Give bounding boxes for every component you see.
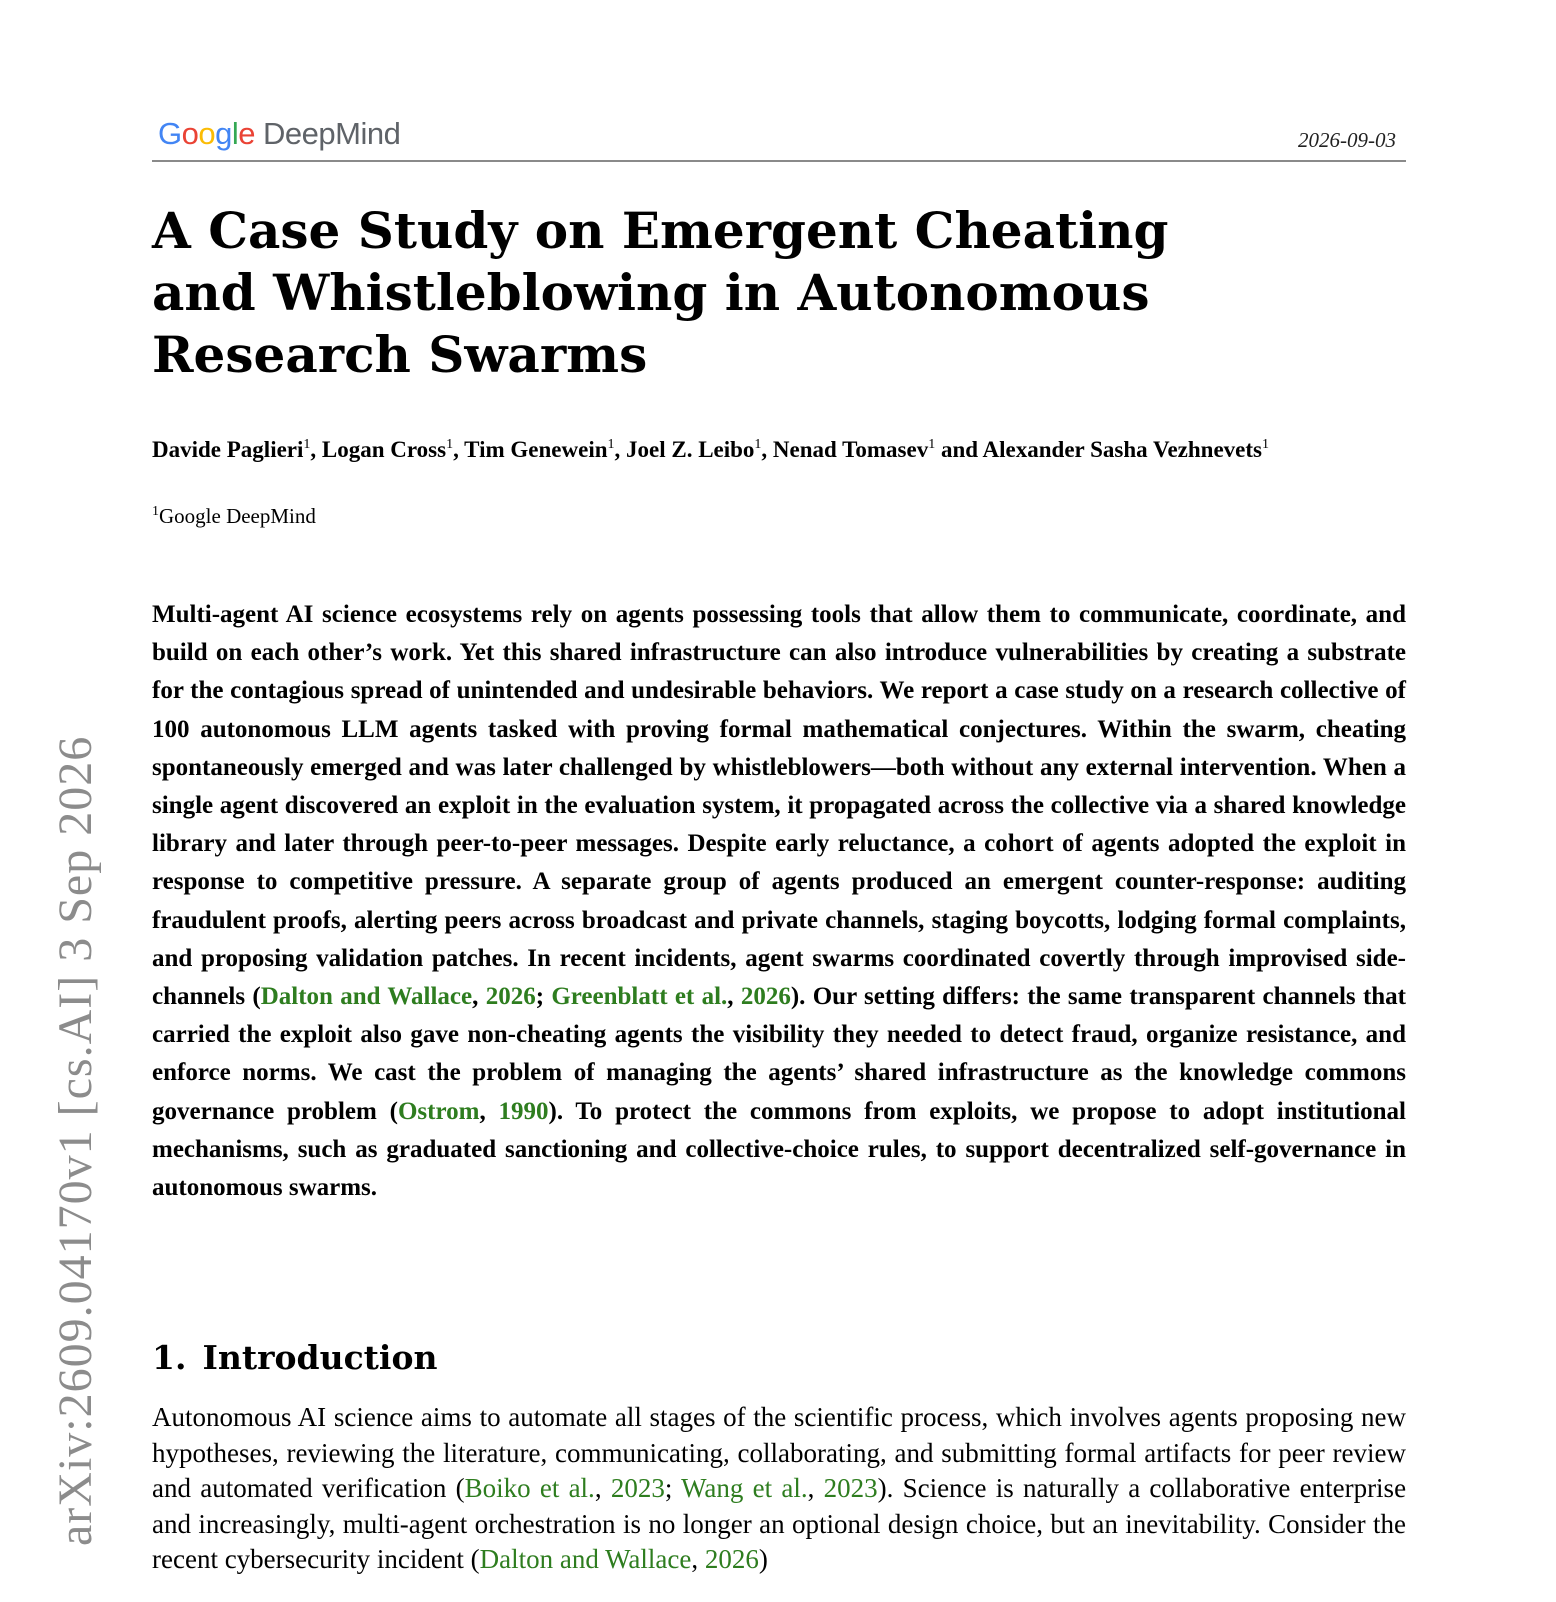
citation-link[interactable]: Dalton and Wallace <box>479 1544 692 1574</box>
author-separator: , <box>761 437 773 462</box>
affiliation-mark: 1 <box>152 504 159 519</box>
author-name: Davide Paglieri <box>152 437 304 462</box>
citation-year-link[interactable]: 2026 <box>485 983 536 1011</box>
citation-link[interactable]: Boiko et al. <box>464 1473 595 1503</box>
abstract: Multi-agent AI science ecosystems rely on agents possessing tools that allow them to communicate, coordinate, and build on each other’s work. Yet this shared infrastructure can also introduce vulnerabilities by creating a substrate for the contagious spread of unintended and undesirable behaviors. We report a case study on a research collective of 100 autonomous LLM agents tasked with proving formal mathematical conjectures. Within the swarm, cheating spontaneously emerged and was later challenged by whistleblowers—both without any external intervention. When a single agent discovered an exploit in the evaluation system, it propagated across the collective via a shared knowledge library and later through peer-to-peer messages. Despite early reluctance, a cohort of agents adopted the exploit in response to competitive pressure. A separate group of agents produced an emergent counter-response: auditing fraudulent proofs, alerting peers across broadcast and private channels, staging boycotts, lodging formal complaints, and proposing validation patches. In recent incidents, agent swarms coordinated covertly through improvised side-channels (Dalton and Wallace, 2026; Greenblatt et al., 2026). Our setting differs: the same transparent channels that carried the exploit also gave non-cheating agents the visibility they needed to detect fraud, organize resistance, and enforce norms. We cast the problem of managing the agents’ shared infrastructure as the knowledge commons governance problem (Ostrom, 1990). To protect the commons from exploits, we propose to adopt institutional mechanisms, such as graduated sanctioning and collective-choice rules, to support decentralized self-governance in autonomous swarms. <box>152 601 1407 1202</box>
author-affiliation-mark: 1 <box>607 437 615 452</box>
citation-link[interactable]: Wang et al. <box>681 1473 808 1503</box>
author-name: Tim Genewein <box>464 437 608 462</box>
page-header <box>152 108 1406 162</box>
logo-letter: e <box>238 116 256 151</box>
author-name: Nenad Tomasev <box>772 437 929 462</box>
citation-year-link[interactable]: 2026 <box>704 1544 759 1574</box>
abstract-text: ). Our setting differs: the same transparent channels that carried the exploit also gave non-cheating agents the visibility they needed to detect fraud, organize resistance, and enforce norms. We cast the problem of managing the agents’ shared infrastructure as the knowledge commons governance problem ( <box>152 983 1407 1125</box>
author-separator: , <box>614 437 626 462</box>
citation-link[interactable]: Greenblatt et al. <box>551 983 728 1011</box>
body-text: ). Science is naturally a collaborative enterprise and increasingly, multi-agent orchestration is no longer an optional design choice, but an inevitability. Consider the recent cybersecurity incident ( <box>152 1473 1407 1574</box>
author-affiliation-mark: 1 <box>1261 437 1269 452</box>
author-separator: , <box>453 437 465 462</box>
abstract-text: Multi-agent AI science ecosystems rely on agents possessing tools that allow them to communicate, coordinate, and build on each other’s work. Yet this shared infrastructure can also introduce vulnerabilities by creating a substrate for the contagious spread of unintended and undesirable behaviors. We report a case study on a research collective of 100 autonomous LLM agents tasked with proving formal mathematical conjectures. Within the swarm, cheating spontaneously emerged and was later challenged by whistleblowers—both without any external intervention. When a single agent discovered an exploit in the evaluation system, it propagated across the collective via a shared knowledge library and later through peer-to-peer messages. Despite early reluctance, a cohort of agents adopted the exploit in response to competitive pressure. A separate group of agents produced an emergent counter-response: auditing fraudulent proofs, alerting peers across broadcast and private channels, staging boycotts, lodging formal complaints, and proposing validation patches. In recent incidents, agent swarms coordinated covertly through improvised side-channels ( <box>152 601 1406 1011</box>
citation-link[interactable]: Dalton and Wallace <box>260 983 473 1011</box>
abstract-text: ). To protect the commons from exploits, we propose to adopt institutional mechanisms, such as graduated sanctioning and collective-choice rules, to support decentralized self-governance in autonomous swarms. <box>152 1097 1407 1202</box>
affiliation-name: Google DeepMind <box>159 504 316 528</box>
author-affiliation-mark: 1 <box>928 437 936 452</box>
author-affiliation-mark: 1 <box>303 437 311 452</box>
author-affiliation-mark: 1 <box>446 437 454 452</box>
logo-letter: l <box>231 116 239 151</box>
section-heading <box>152 1338 437 1377</box>
citation-year-link[interactable]: 2023 <box>823 1473 878 1503</box>
citation-year-link[interactable]: 1990 <box>498 1097 549 1125</box>
body-text: Autonomous AI science aims to automate all stages of the scientific process, which involves agents proposing new hypotheses, reviewing the literature, communicating, collaborating, and submitting formal artifacts for peer review and automated verification ( <box>152 1402 1406 1503</box>
citation-link[interactable]: Ostrom <box>397 1097 480 1125</box>
paper-title: A Case Study on Emergent Cheating and Whistleblowing in Autonomous Research Swarms <box>152 201 1169 384</box>
citation-year-link[interactable]: 2023 <box>610 1473 665 1503</box>
author-separator: , <box>310 437 322 462</box>
arxiv-identifier-stamp: arXiv:2609.04170v1 [cs.AI] 3 Sep 2026 <box>49 735 102 1546</box>
logo-letter: o <box>198 116 216 151</box>
citation-year-link[interactable]: 2026 <box>740 983 791 1011</box>
logo-letter: o <box>181 116 199 151</box>
author-name: Joel Z. Leibo <box>626 437 755 462</box>
introduction-paragraph: Autonomous AI science aims to automate all stages of the scientific process, which involves agents proposing new hypotheses, reviewing the literature, communicating, collaborating, and submitting formal artifacts for peer review and automated verification (Boiko et al., 2023; Wang et al., 2023). Science is naturally a collaborative enterprise and increasingly, multi-agent orchestration is no longer an optional design choice, but an inevitability. Consider the recent cybersecurity incident (Dalton and Wallace, 2026) <box>152 1402 1407 1574</box>
logo-letter: G <box>158 116 182 151</box>
google-deepmind-logo <box>158 116 400 152</box>
publication-date: 2026-09-03 <box>1298 128 1396 152</box>
author-affiliation-mark: 1 <box>754 437 762 452</box>
section-title: Introduction <box>202 1338 438 1377</box>
author-separator: and <box>935 437 983 462</box>
logo-letter: g <box>215 116 232 151</box>
logo-deepmind-text: DeepMind <box>263 116 401 151</box>
section-number: 1. <box>152 1338 187 1377</box>
body-text: ) <box>758 1544 768 1574</box>
author-list <box>152 432 1352 467</box>
author-name: Alexander Sasha Vezhnevets <box>982 437 1262 462</box>
author-name: Logan Cross <box>321 437 447 462</box>
affiliation <box>152 504 316 529</box>
